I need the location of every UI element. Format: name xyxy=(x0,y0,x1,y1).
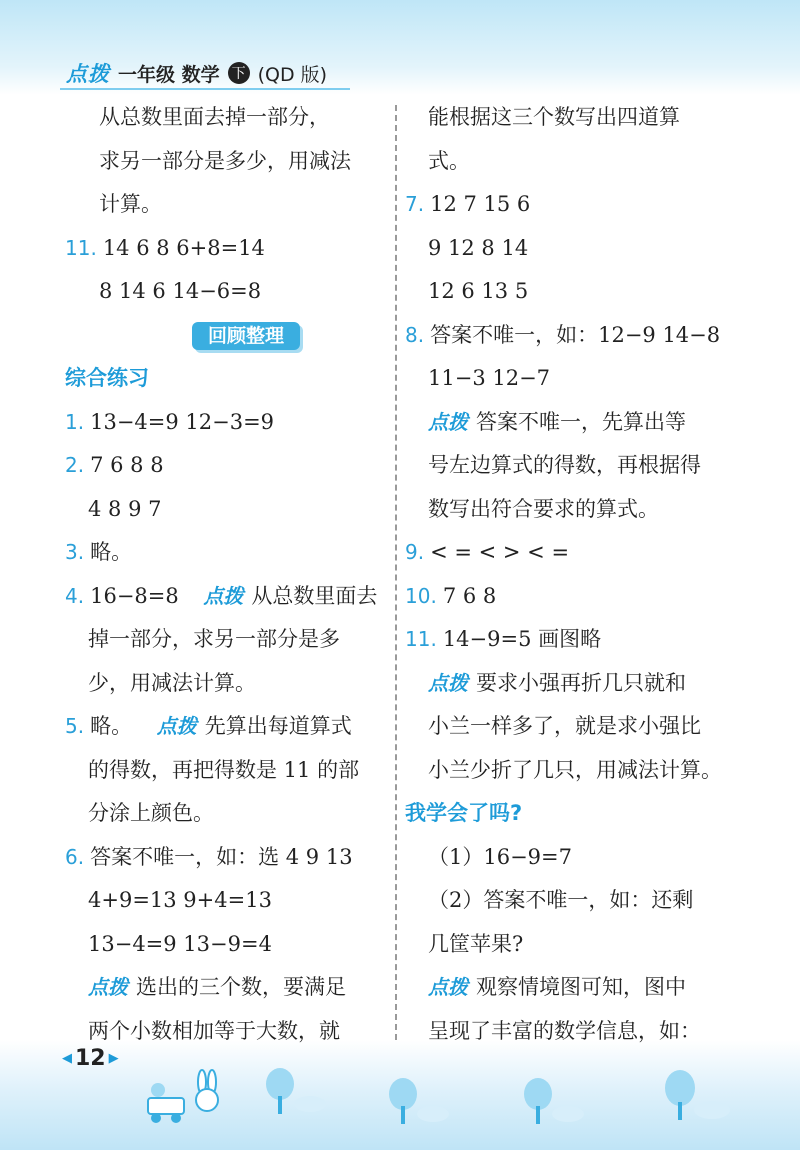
text-line: 呈现了丰富的数学信息，如： xyxy=(428,1018,701,1043)
text-line: 掉一部分，求另一部分是多 xyxy=(88,627,340,651)
question-number: 5. xyxy=(65,714,85,738)
question-number: 10. xyxy=(405,583,437,608)
tip-text: 选出的三个数，要满足 xyxy=(136,975,346,999)
review-badge-row xyxy=(65,314,387,358)
text-line: 13−4=9 13−9=4 xyxy=(88,931,272,956)
bunny-cart-illustration xyxy=(140,1068,230,1128)
text-line: 少，用减法计算。 xyxy=(88,670,256,695)
text-line: 号左边算式的得数，再根据得 xyxy=(428,453,701,477)
answer-text: < = < > < = xyxy=(430,540,570,564)
left-arrow-icon: ◀ xyxy=(62,1051,72,1066)
text-line: 9 12 8 14 xyxy=(428,235,529,260)
tip-text: 要求小强再折几只就和 xyxy=(476,670,686,695)
question-number: 11. xyxy=(405,627,437,651)
tip-line xyxy=(405,401,733,445)
tree-illustration xyxy=(385,1078,455,1128)
text-line: 11−3 12−7 xyxy=(428,366,551,390)
answer-6 xyxy=(65,836,387,880)
question-number: 1. xyxy=(65,409,85,434)
column-divider xyxy=(395,105,397,1040)
brand-logo: 点拨 xyxy=(66,62,110,86)
text-line: 12 6 13 5 xyxy=(428,279,529,303)
question-number: 6. xyxy=(65,844,85,869)
text-line: 小兰少折了几只，用减法计算。 xyxy=(428,757,722,782)
section-title: 综合练习 xyxy=(65,366,149,390)
answer-text: 13−4=9 12−3=9 xyxy=(90,409,275,434)
text-line: 式。 xyxy=(428,148,470,173)
answer-text: 略。 xyxy=(90,714,133,738)
text-line: 小兰一样多了，就是求小强比 xyxy=(428,714,701,738)
page-header xyxy=(66,58,327,88)
tip-label: 点拨 xyxy=(156,714,197,738)
text-line: 数写出符合要求的算式。 xyxy=(428,496,659,521)
edition-label: (QD 版) xyxy=(257,63,328,86)
answer-2 xyxy=(65,444,387,488)
tip-line xyxy=(405,966,733,1010)
text-line: 几筐苹果? xyxy=(428,931,524,956)
answer-text: 14 6 8 6+8=14 xyxy=(102,235,265,260)
left-column xyxy=(65,96,387,1053)
tip-text: 观察情境图可知，图中 xyxy=(476,975,686,999)
answer-text: 7 6 8 xyxy=(442,583,497,608)
answer-text: 略。 xyxy=(90,540,133,564)
text-line: （1）16−9=7 xyxy=(428,844,572,869)
text-line: 计算。 xyxy=(99,192,162,216)
text-line: 8 14 6 14−6=8 xyxy=(99,279,262,303)
text-line: 从总数里面去掉一部分， xyxy=(99,105,330,129)
answer-4 xyxy=(65,575,387,619)
section-title: 我学会了吗? xyxy=(405,801,523,825)
grade-subject: 一年级 数学 xyxy=(118,63,220,86)
text-line: 求另一部分是多少，用减法 xyxy=(99,148,351,173)
answer-5 xyxy=(65,705,387,749)
answer-9 xyxy=(405,531,733,575)
text-line: 分涂上颜色。 xyxy=(88,801,214,825)
question-number: 3. xyxy=(65,540,85,564)
question-number: 9. xyxy=(405,540,425,564)
tip-label: 点拨 xyxy=(203,583,244,608)
question-number: 7. xyxy=(405,192,425,216)
tip-text: 先算出每道算式 xyxy=(204,714,352,738)
tip-label: 点拨 xyxy=(428,670,468,695)
answer-text: 12 7 15 6 xyxy=(430,192,531,216)
answer-text: 16−8=8 xyxy=(90,583,179,608)
answer-text: 答案不唯一，如：12−9 14−8 xyxy=(430,322,721,347)
tip-line xyxy=(65,966,387,1010)
right-column xyxy=(405,96,733,1053)
tip-label: 点拨 xyxy=(88,975,128,999)
question-number: 4. xyxy=(65,583,85,608)
right-arrow-icon: ▶ xyxy=(108,1051,119,1066)
answer-text: 14−9=5 画图略 xyxy=(442,627,602,651)
question-number: 11. xyxy=(65,235,97,260)
text-line: 的得数，再把得数是 11 的部 xyxy=(88,757,360,782)
text-line: （2）答案不唯一，如：还剩 xyxy=(428,888,694,912)
answer-8 xyxy=(405,314,733,358)
text-line: 两个小数相加等于大数，就 xyxy=(88,1018,340,1043)
question-number: 2. xyxy=(65,453,85,477)
tip-text: 答案不唯一，先算出等 xyxy=(476,409,686,434)
tree-illustration xyxy=(520,1078,590,1128)
tip-label: 点拨 xyxy=(428,409,468,434)
term-badge: 下 xyxy=(228,62,250,84)
answer-7 xyxy=(405,183,733,227)
answer-3 xyxy=(65,531,387,575)
header-underline xyxy=(60,88,350,90)
answer-text: 7 6 8 8 xyxy=(90,453,164,477)
tip-line xyxy=(405,662,733,706)
text-line: 4 8 9 7 xyxy=(88,496,162,521)
answer-text: 答案不唯一，如：选 4 9 13 xyxy=(90,844,353,869)
tree-illustration xyxy=(660,1070,740,1125)
tip-text: 从总数里面去 xyxy=(251,583,378,608)
page-number-text: 12 xyxy=(75,1046,106,1071)
text-line: 4+9=13 9+4=13 xyxy=(88,888,272,912)
question-number: 8. xyxy=(405,322,425,347)
text-line: 能根据这三个数写出四道算 xyxy=(428,105,680,129)
answer-10 xyxy=(405,575,733,619)
tip-label: 点拨 xyxy=(428,975,468,999)
answer-11 xyxy=(65,227,387,271)
tree-illustration xyxy=(262,1068,332,1118)
answer-1 xyxy=(65,401,387,445)
answer-11 xyxy=(405,618,733,662)
review-badge: 回顾整理 xyxy=(192,322,300,350)
page-number xyxy=(62,1046,119,1071)
